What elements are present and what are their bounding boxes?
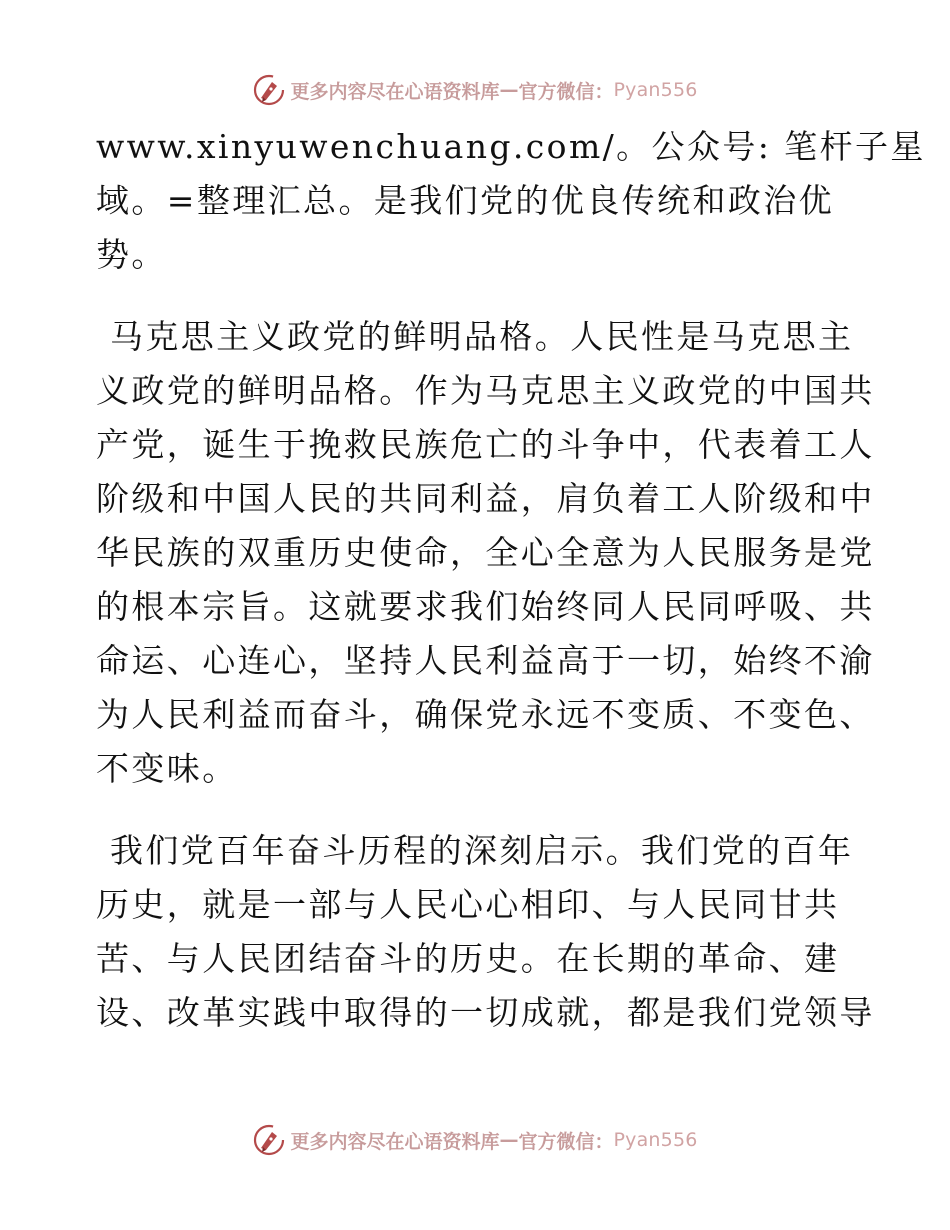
- text-line: 不变味。: [96, 749, 238, 788]
- text-line: 为人民利益而奋斗，确保党永远不变质、不变色、: [96, 695, 875, 734]
- text-line: 产党，诞生于挽救民族危亡的斗争中，代表着工人: [96, 425, 875, 464]
- footer-watermark: [0, 1120, 950, 1160]
- banner-main-text: 更多内容尽在心语资料库: [290, 80, 500, 103]
- text-line: 马克思主义政党的鲜明品格。人民性是马克思主: [110, 317, 854, 356]
- text-line: 设、改革实践中取得的一切成就，都是我们党领导: [96, 993, 875, 1032]
- banner-wechat-handle: Pyan556: [613, 1129, 698, 1151]
- banner-separator: —: [499, 79, 519, 101]
- pen-nib-logo-icon: [252, 73, 286, 107]
- pen-nib-logo-icon: [252, 1123, 286, 1157]
- text-line: 义政党的鲜明品格。作为马克思主义政党的中国共: [96, 371, 875, 410]
- text-line: 历史，就是一部与人民心心相印、与人民同甘共: [96, 885, 840, 924]
- text-line: 的根本宗旨。这就要求我们始终同人民同呼吸、共: [96, 587, 875, 626]
- text-line: 命运、心连心，坚持人民利益高于一切，始终不渝: [96, 641, 875, 680]
- banner-wechat-handle: Pyan556: [613, 79, 698, 101]
- text-line: www.xinyuwenchuang.com/。公众号: 笔杆子星: [96, 127, 926, 166]
- banner-wechat-label: 官方微信：: [518, 80, 614, 103]
- paragraph: [96, 120, 926, 282]
- banner-separator: —: [499, 1129, 519, 1151]
- banner-wechat-label: 官方微信：: [518, 1130, 614, 1153]
- banner-main-text: 更多内容尽在心语资料库: [290, 1130, 500, 1153]
- text-line: 域。=整理汇总。是我们党的优良传统和政治优: [96, 181, 835, 220]
- paragraph: [96, 310, 875, 796]
- text-line: 华民族的双重历史使命，全心全意为人民服务是党: [96, 533, 875, 572]
- text-line: 势。: [96, 235, 167, 274]
- document-body: [96, 120, 926, 1040]
- text-line: 苦、与人民团结奋斗的历史。在长期的革命、建: [96, 939, 840, 978]
- header-watermark: [0, 70, 950, 110]
- paragraph: [96, 824, 875, 1040]
- text-line: 阶级和中国人民的共同利益，肩负着工人阶级和中: [96, 479, 875, 518]
- text-line: 我们党百年奋斗历程的深刻启示。我们党的百年: [110, 831, 854, 870]
